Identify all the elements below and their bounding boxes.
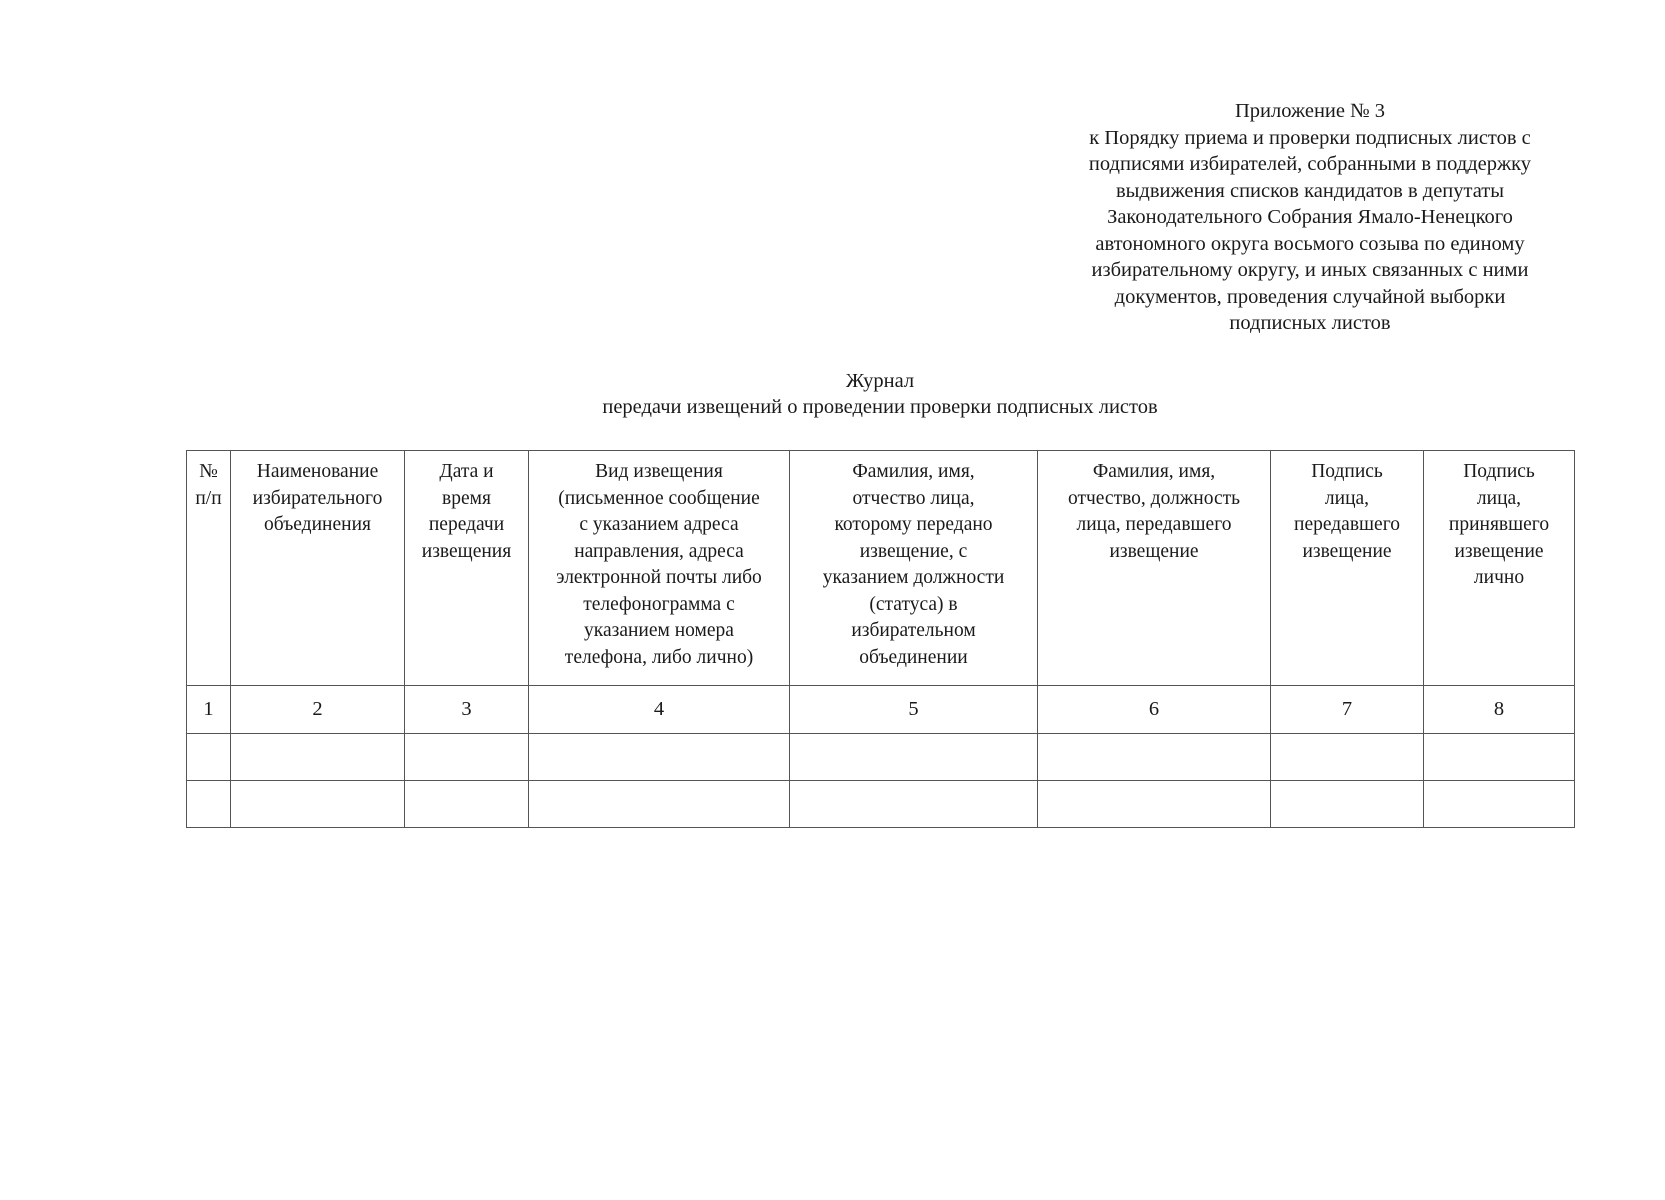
header-text: извещение <box>1109 540 1199 562</box>
appendix-line: автономного округа восьмого созыва по единому <box>1095 232 1525 255</box>
column-number: 8 <box>1424 686 1575 734</box>
empty-cell <box>1271 781 1424 828</box>
journal-table <box>186 450 1575 828</box>
header-text: Вид извещения <box>595 461 723 482</box>
column-number-row <box>187 686 1575 734</box>
appendix-line: выдвижения списков кандидатов в депутаты <box>1115 179 1505 202</box>
header-text: лично <box>1473 567 1525 588</box>
empty-cell <box>1424 734 1575 781</box>
header-text: принявшего <box>1448 514 1550 535</box>
header-text: (статуса) в <box>869 593 958 615</box>
header-text: № <box>199 461 218 482</box>
header-text: извещение, с <box>859 540 968 562</box>
empty-cell <box>529 734 790 781</box>
column-number: 1 <box>187 686 231 734</box>
table-row <box>187 781 1575 828</box>
appendix-line: документов, проведения случайной выборки <box>1114 285 1506 308</box>
header-cell-sender-signature <box>1271 451 1424 686</box>
header-text: передачи <box>428 514 505 535</box>
empty-cell <box>187 734 231 781</box>
header-text: извещения <box>421 540 512 562</box>
header-cell-party-name <box>231 451 405 686</box>
header-text: телефонограмма с <box>583 593 735 615</box>
appendix-line: избирательному округу, и иных связанных с ними <box>1091 259 1529 281</box>
header-text: которому передано <box>834 514 993 535</box>
header-text: указанием должности <box>822 567 1005 588</box>
header-text: отчество лица, <box>852 487 975 509</box>
appendix-line: к Порядку приема и проверки подписных листов с <box>1089 126 1531 149</box>
appendix-line: Законодательного Собрания Ямало-Ненецкого <box>1107 206 1513 228</box>
header-cell-number <box>187 451 231 686</box>
journal-title: Журнал <box>845 370 915 392</box>
empty-cell <box>1271 734 1424 781</box>
header-cell-sender <box>1038 451 1271 686</box>
header-text: извещение <box>1302 540 1392 562</box>
appendix-line: Приложение № 3 <box>1234 100 1386 122</box>
appendix-block <box>1040 98 1580 337</box>
column-number: 7 <box>1271 686 1424 734</box>
header-text: телефона, либо лично) <box>564 646 754 668</box>
header-text: с указанием адреса <box>579 514 739 535</box>
header-text: передавшего <box>1294 514 1400 535</box>
table-header-row <box>187 451 1575 686</box>
header-text: (письменное сообщение <box>558 487 760 509</box>
empty-cell <box>790 781 1038 828</box>
empty-cell <box>1038 734 1271 781</box>
header-text: отчество, должность <box>1067 487 1241 509</box>
empty-cell <box>790 734 1038 781</box>
empty-cell <box>1038 781 1271 828</box>
column-number: 4 <box>529 686 790 734</box>
column-number: 6 <box>1038 686 1271 734</box>
header-text: лица, передавшего <box>1076 514 1232 535</box>
header-text: лица, <box>1476 487 1522 509</box>
header-text: направления, адреса <box>574 540 744 562</box>
empty-cell <box>1424 781 1575 828</box>
header-cell-recipient-signature <box>1424 451 1575 686</box>
header-text: извещение <box>1454 540 1544 562</box>
header-text: Подпись <box>1463 461 1535 482</box>
empty-cell <box>405 781 529 828</box>
empty-cell <box>187 781 231 828</box>
journal-heading <box>520 368 1240 420</box>
column-number: 5 <box>790 686 1038 734</box>
header-text: лица, <box>1324 487 1370 509</box>
empty-cell <box>231 734 405 781</box>
header-text: время <box>442 487 491 509</box>
header-text: Наименование <box>256 461 379 482</box>
header-cell-datetime <box>405 451 529 686</box>
column-number: 2 <box>231 686 405 734</box>
header-text: объединения <box>264 514 371 535</box>
column-number: 3 <box>405 686 529 734</box>
header-text: электронной почты либо <box>556 567 762 588</box>
header-text: объединении <box>859 646 968 668</box>
empty-cell <box>529 781 790 828</box>
appendix-line: подписных листов <box>1229 312 1391 334</box>
header-text: п/п <box>195 487 222 509</box>
header-cell-notice-type <box>529 451 790 686</box>
empty-cell <box>231 781 405 828</box>
header-text: указанием номера <box>584 620 734 641</box>
header-text: Дата и <box>439 461 494 482</box>
header-text: Фамилия, имя, <box>1092 461 1216 482</box>
appendix-line: подписями избирателей, собранными в поддержку <box>1088 153 1532 175</box>
journal-subtitle: передачи извещений о проведении проверки подписных листов <box>602 396 1158 418</box>
table-row <box>187 734 1575 781</box>
header-cell-recipient <box>790 451 1038 686</box>
header-text: Подпись <box>1311 461 1383 482</box>
header-text: избирательного <box>252 487 383 509</box>
empty-cell <box>405 734 529 781</box>
header-text: избирательном <box>851 620 976 641</box>
header-text: Фамилия, имя, <box>852 461 975 482</box>
